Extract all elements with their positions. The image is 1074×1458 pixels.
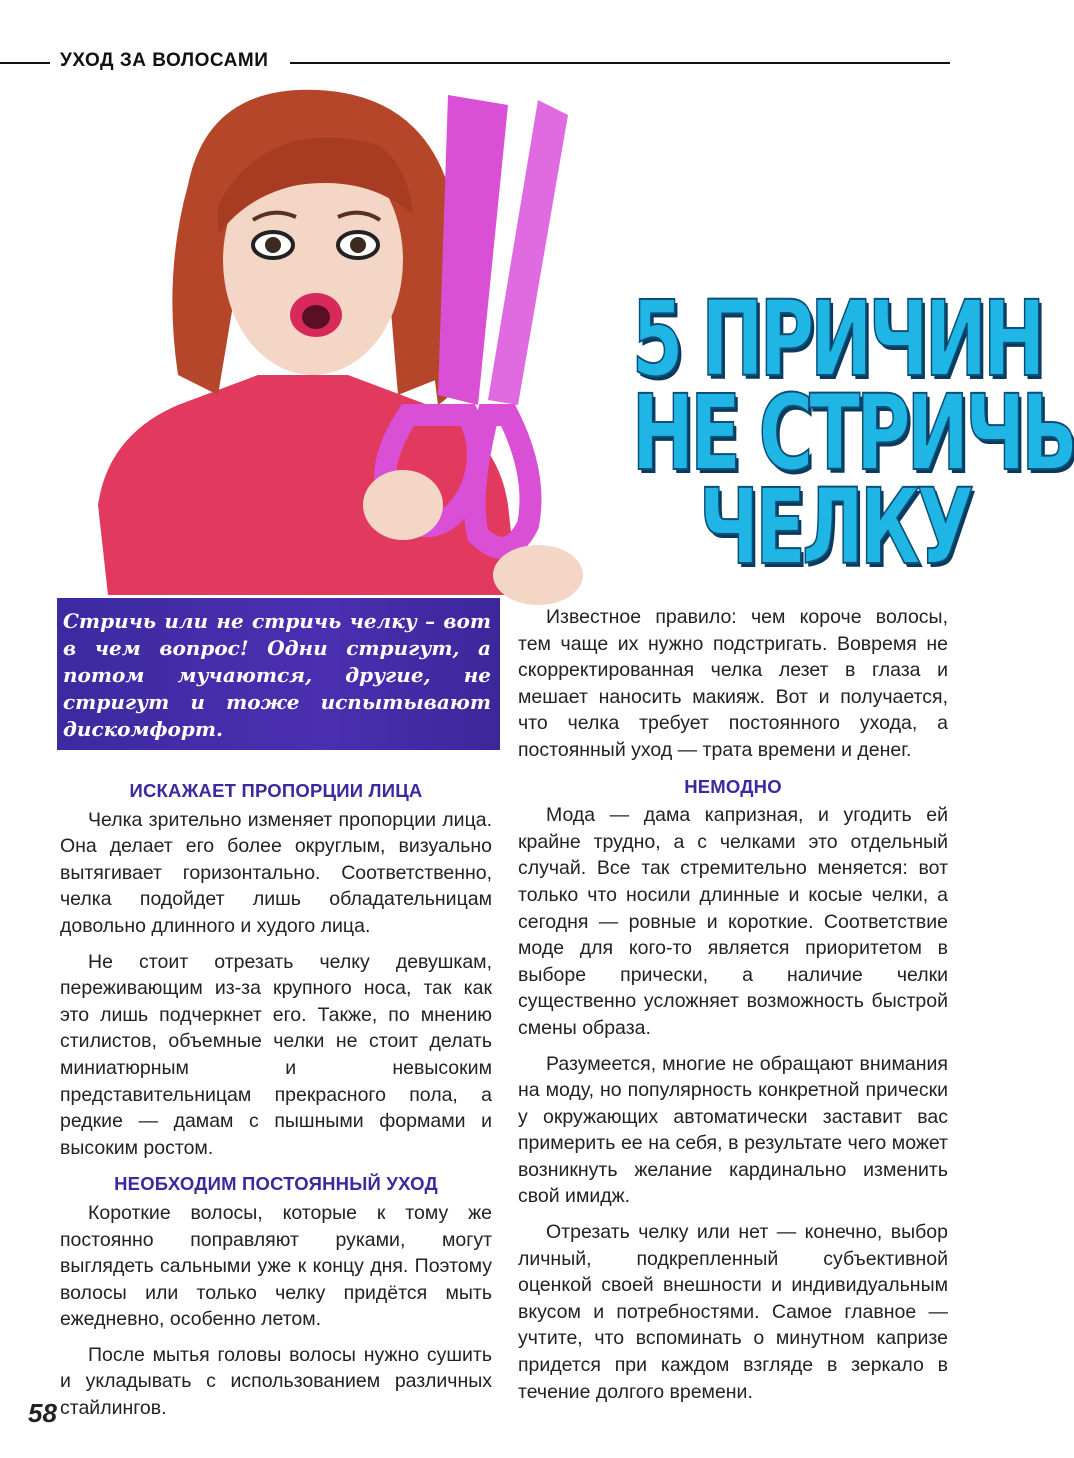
hand: [363, 470, 443, 540]
left-column: [60, 768, 492, 1431]
paragraph: Мода — дама капризная, и угодить ей крайне трудно, а с челками это отдельный случай. Все так стремительно меняется: вот только что носили длинные и косые челки, а сегодня — ровные и короткие. Соответствие моде для кого-то является приоритетом в выборе прически, а наличие челки существенно усложняет возможность быстрой смены образа.: [518, 804, 948, 1039]
header-rule-right: [290, 62, 950, 64]
left-pupil: [265, 237, 281, 253]
header-rule-left: [0, 62, 50, 64]
paragraph: Разумеется, многие не обращают внимания на моду, но популярность конкретной прически у окружающих автоматически заставит вас примерить ее на себя, в результате чего может возникнуть желание кардинально изменить свой имидж.: [518, 1052, 948, 1208]
headline: [631, 278, 1074, 588]
headline-line-1: 5 ПРИЧИН: [631, 278, 1042, 400]
page-number: 58: [28, 1398, 57, 1428]
paragraph: После мытья головы волосы нужно сушить и укладывать с использованием различных стайлингов.: [60, 1343, 492, 1420]
paragraph: Известное правило: чем короче волосы, тем чаще их нужно подстригать. Вовремя не скорректированная челка лезет в глаза и мешает наносить макияж. Вот и получается, что челка требует постоянного ухода, а постоянный уход — трата времени и денег.: [518, 606, 948, 761]
hero-photo: [68, 75, 628, 595]
section-heading: НЕОБХОДИМ ПОСТОЯННЫЙ УХОД: [114, 1173, 438, 1195]
right-column: [518, 604, 948, 1414]
right-pupil: [350, 237, 366, 253]
paragraph: Челка зрительно изменяет пропорции лица. Она делает его более округлым, визуально вытягивает горизонтально. Соответственно, челка подойдет лишь обладательницам довольно длинного и худого лица.: [60, 808, 492, 937]
headline-line-2: НЕ СТРИЧЬ: [631, 372, 1074, 494]
paragraph: Не стоит отрезать челку девушкам, переживающим из-за крупного носа, так как это лишь подчеркнет его. Также, по мнению стилистов, объемные челки не стоит делать миниатюрным и невысоким представительницам прекрасного пола, а редкие — дамам с пышными формами и высоким ростом.: [60, 950, 492, 1159]
paragraph: Отрезать челку или нет — конечно, выбор личный, подкрепленный субъективной оценкой своей внешности и индивидуальным вкусом и потребностями. Самое главное — учтите, что вспоминать о минутном капризе придется при каждом взгляде в зеркало в течение долгого времени.: [518, 1221, 948, 1403]
section-heading: ИСКАЖАЕТ ПРОПОРЦИИ ЛИЦА: [129, 780, 423, 801]
section-heading: НЕМОДНО: [684, 775, 782, 797]
lead-text: Стричь или не стричь челку – вот в чем вопрос! Одни стригут, а потом мучаются, другие, не стригут и тоже испытывают дискомфорт.: [63, 609, 491, 741]
section-label: УХОД ЗА ВОЛОСАМИ: [60, 50, 269, 71]
mouth-inner: [302, 305, 330, 329]
headline-line-3: ЧЕЛКУ: [698, 466, 970, 588]
woman-with-scissors-illustration: [68, 75, 628, 595]
hand-lower: [493, 545, 583, 605]
paragraph: Короткие волосы, которые к тому же постоянно поправляют руками, могут выглядеть сальными уже к концу дня. Поэтому волосы или только челку придётся мыть ежедневно, особенно летом.: [60, 1201, 492, 1331]
